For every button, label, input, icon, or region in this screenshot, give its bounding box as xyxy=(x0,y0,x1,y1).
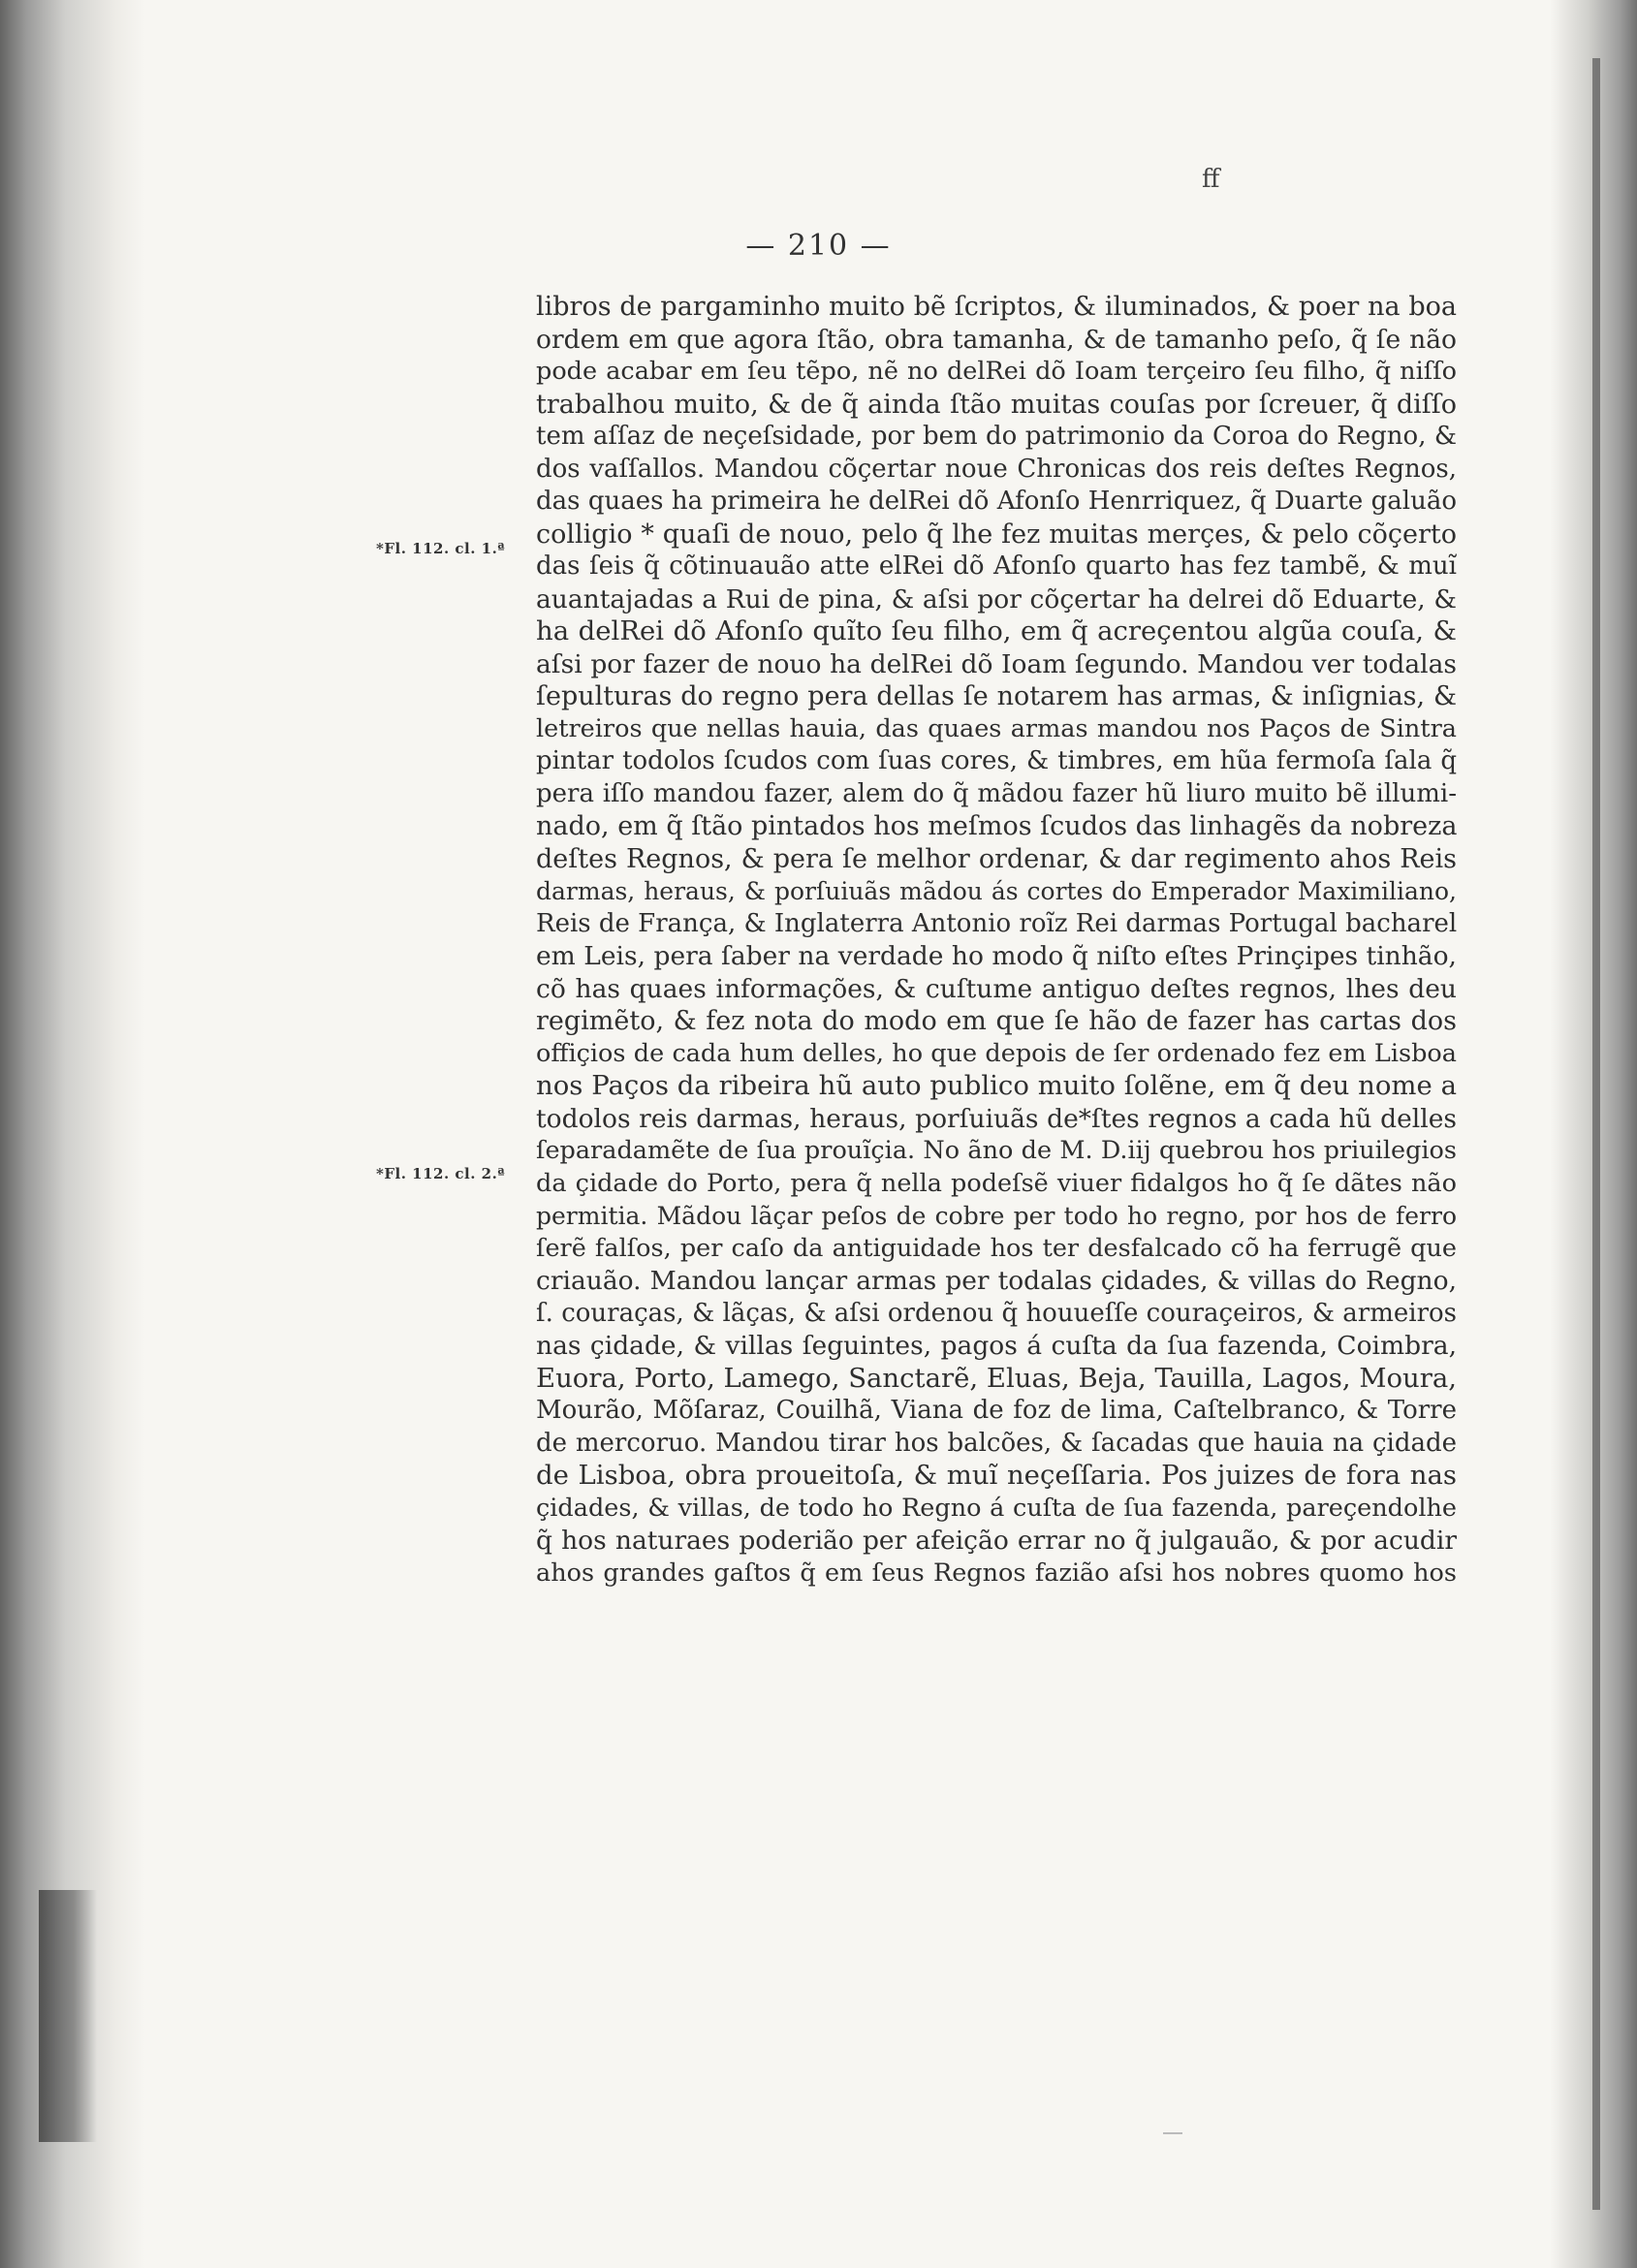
text-line: ſ. couraças, & lãças, & aſsi ordenou q̃ houueſſe couraçeiros, & armeiros xyxy=(536,1298,1457,1328)
text-line: pintar todolos ſcudos com ſuas cores, & timbres, em hũa fermoſa ſala q̃ xyxy=(536,746,1457,775)
text-line: ha delRei dõ Afonſo quĩto ſeu filho, em q̃ acreçentou algũa couſa, & xyxy=(536,615,1457,646)
text-line: libros de pargaminho muito bẽ ſcriptos, & iluminados, & poer na boa xyxy=(536,292,1457,322)
text-line: pera iſſo mandou fazer, alem do q̃ mãdou fazer hũ liuro muito bẽ illumi- xyxy=(536,778,1457,808)
text-line: nas çidade, & villas ſeguintes, pagos á cuſta da ſua fazenda, Coimbra, xyxy=(536,1331,1457,1361)
text-line: Reis de França, & Inglaterra Antonio roĩz Rei darmas Portugal bacharel xyxy=(536,908,1457,938)
text-line: de mercoruo. Mandou tirar hos balcões, & ſacadas que hauia na çidade xyxy=(536,1428,1457,1458)
scan-mark xyxy=(1163,2132,1182,2134)
text-line: deſtes Regnos, & pera ſe melhor ordenar, & dar regimento ahos Reis xyxy=(536,843,1457,874)
text-line: em Leis, pera ſaber na verdade ho modo q̃ niſto eſtes Prinçipes tinhão, xyxy=(536,941,1457,971)
text-line: darmas, heraus, & porſuiuãs mãdou ás cortes do Emperador Maximiliano, xyxy=(536,877,1457,905)
text-line: Mourão, Mõſaraz, Couilhã, Viana de foz de lima, Caſtelbranco, & Torre xyxy=(536,1396,1457,1425)
marginal-note-2: *Fl. 112. cl. 2.ª xyxy=(376,1165,506,1182)
text-line: da çidade do Porto, pera q̃ nella podeſsẽ viuer fidalgos ho q̃ ſe dãtes não xyxy=(536,1168,1457,1198)
text-line: nado, em q̃ ſtão pintados hos meſmos ſcudos das linhagẽs da nobreza xyxy=(536,811,1457,841)
marginal-note-1: *Fl. 112. cl. 1.ª xyxy=(376,540,506,557)
text-line: cõ has quaes informações, & cuſtume antiguo deſtes regnos, lhes deu xyxy=(536,973,1457,1004)
text-line: regimẽto, & fez nota do modo em que ſe hão de fazer has cartas dos xyxy=(536,1006,1457,1036)
right-edge-line xyxy=(1592,58,1600,2210)
text-line: ſeparadamẽte de ſua prouĩçia. No ãno de M. D.iij quebrou hos priuilegios xyxy=(536,1136,1457,1165)
page-number: — 210 — xyxy=(745,229,892,263)
text-line: colligio * quaſi de nouo, pelo q̃ lhe fez muitas merçes, & pelo cõçerto xyxy=(536,519,1457,550)
body-text xyxy=(536,291,1457,1590)
text-line: offiçios de cada hum delles, ho que depois de ſer ordenado fez em Lisboa xyxy=(536,1038,1457,1068)
text-line: çidades, & villas, de todo ho Regno á cuſta de ſua fazenda, pareçendolhe xyxy=(536,1493,1457,1523)
text-line: ſepulturas do regno pera dellas ſe notarem has armas, & inſignias, & xyxy=(536,681,1457,711)
text-line: ſerẽ falſos, per caſo da antiguidade hos ter desfalcado cõ ha ferrugẽ que xyxy=(536,1233,1457,1263)
left-binding-dark-patch xyxy=(39,1890,97,2142)
text-line: pode acabar em ſeu tẽpo, nẽ no delRei dõ Ioam terçeiro ſeu filho, q̃ niſſo xyxy=(536,357,1457,386)
text-line: trabalhou muito, & de q̃ ainda ſtão muitas couſas por ſcreuer, q̃ diſſo xyxy=(536,389,1457,420)
text-line: dos vaſſallos. Mandou cõçertar noue Chronicas dos reis deſtes Regnos, xyxy=(536,454,1457,484)
text-line: aſsi por fazer de nouo ha delRei dõ Ioam ſegundo. Mandou ver todalas xyxy=(536,648,1457,679)
text-line: ordem em que agora ſtão, obra tamanha, & de tamanho peſo, q̃ ſe não xyxy=(536,324,1457,355)
text-line: letreiros que nellas hauia, das quaes armas mandou nos Paços de Sintra xyxy=(536,713,1457,743)
text-line: das ſeis q̃ cõtinuauão atte elRei dõ Afonſo quarto has fez tambẽ, & muĩ xyxy=(536,551,1457,581)
text-line: auantajadas a Rui de pina, & aſsi por cõçertar ha delrei dõ Eduarte, & xyxy=(536,583,1457,614)
text-line: das quaes ha primeira he delRei dõ Afonſo Henrriquez, q̃ Duarte galuão xyxy=(536,487,1457,516)
text-line: q̃ hos naturaes poderião per afeição errar no q̃ julgauão, & por acudir xyxy=(536,1526,1457,1556)
corner-mark: ff xyxy=(1202,165,1220,194)
text-line: ahos grandes gaſtos q̃ em ſeus Regnos fazião aſsi hos nobres quomo hos xyxy=(536,1558,1457,1588)
text-line: permitia. Mãdou lãçar peſos de cobre per todo ho regno, por hos de ferro xyxy=(536,1202,1457,1230)
text-line: Euora, Porto, Lamego, Sanctarẽ, Eluas, Beja, Tauilla, Lagos, Moura, xyxy=(536,1362,1457,1394)
text-line: nos Paços da ribeira hũ auto publico muito ſolẽne, em q̃ deu nome a xyxy=(536,1070,1457,1101)
text-line: todolos reis darmas, heraus, porſuiuãs de*ſtes regnos a cada hũ delles xyxy=(536,1103,1457,1134)
text-line: tem aſſaz de neçeſsidade, por bem do patrimonio da Coroa do Regno, & xyxy=(536,422,1457,451)
text-line: criauão. Mandou lançar armas per todalas çidades, & villas do Regno, xyxy=(536,1266,1457,1296)
text-line: de Lisboa, obra proueitoſa, & muĩ neçeſſaria. Pos juizes de fora nas xyxy=(536,1460,1457,1491)
